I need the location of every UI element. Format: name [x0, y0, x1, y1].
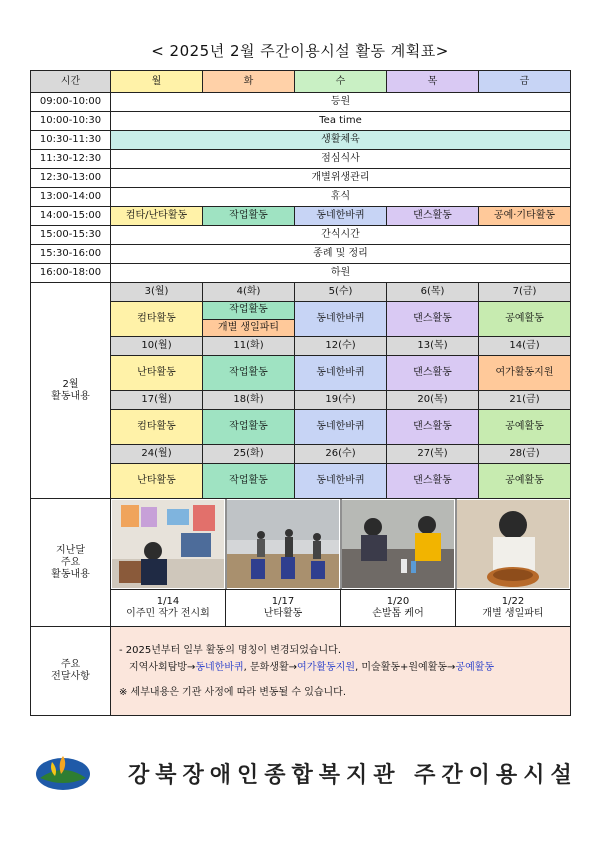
past-label-line: 주요 [60, 556, 81, 568]
activity-cell: 댄스활동 [387, 410, 479, 445]
time-cell: 09:00-10:00 [31, 93, 111, 112]
time-cell: 11:30-12:30 [31, 150, 111, 169]
notice-line-1: - 2025년부터 일부 활동의 명칭이 변경되었습니다. [119, 644, 342, 656]
date-cell: 13(목) [387, 337, 479, 356]
caption-text: 손발톱 케어 [372, 608, 424, 619]
day-header-fri: 금 [479, 71, 571, 93]
daily-activity: 종례 및 정리 [111, 245, 571, 264]
activity-cell: 댄스활동 [387, 464, 479, 499]
time-cell: 10:00-10:30 [31, 112, 111, 131]
caption-date: 1/14 [156, 596, 180, 607]
caption-4 [456, 590, 570, 626]
date-cell: 12(수) [295, 337, 387, 356]
activity-cell: 댄스활동 [387, 356, 479, 391]
date-cell: 26(수) [295, 445, 387, 464]
date-cell: 11(화) [203, 337, 295, 356]
activity-cell: 작업활동 [203, 302, 294, 320]
day-header-tue: 화 [203, 71, 295, 93]
notice-text: 지역사회탐방→ [129, 661, 196, 673]
date-cell: 24(월) [111, 445, 203, 464]
photo-strip [111, 499, 571, 590]
day-header-thu: 목 [387, 71, 479, 93]
caption-1 [111, 590, 226, 626]
date-cell: 25(화) [203, 445, 295, 464]
afternoon-activity-thu: 댄스활동 [387, 207, 479, 226]
time-cell: 12:30-13:00 [31, 169, 111, 188]
activity-cell: 컴타활동 [111, 302, 203, 337]
daily-activity: 생활체육 [111, 131, 571, 150]
footer [0, 752, 600, 796]
date-cell: 5(수) [295, 283, 387, 302]
notice-text: , 미술활동+원예활동→ [355, 661, 456, 673]
time-cell: 15:00-15:30 [31, 226, 111, 245]
photo-birthday [457, 500, 569, 588]
time-cell: 13:00-14:00 [31, 188, 111, 207]
daily-activity: 개별위생관리 [111, 169, 571, 188]
time-cell: 10:30-11:30 [31, 131, 111, 150]
afternoon-activity-tue: 작업활동 [203, 207, 295, 226]
date-cell: 6(목) [387, 283, 479, 302]
notice-content [111, 627, 571, 716]
caption-date: 1/22 [501, 596, 525, 607]
date-cell: 19(수) [295, 391, 387, 410]
activity-cell: 난타활동 [111, 356, 203, 391]
activity-cell: 동네한바퀴 [295, 356, 387, 391]
daily-activity: 하원 [111, 264, 571, 283]
activity-cell: 동네한바퀴 [295, 464, 387, 499]
date-cell: 7(금) [479, 283, 571, 302]
date-cell: 28(금) [479, 445, 571, 464]
page-title: < 2025년 2월 주간이용시설 활동 계획표> [151, 42, 449, 60]
date-cell: 17(월) [111, 391, 203, 410]
time-cell: 16:00-18:00 [31, 264, 111, 283]
activity-cell: 작업활동 [203, 464, 295, 499]
caption-text: 이주민 작가 전시회 [126, 608, 210, 619]
notice-highlight: 여가활동지원 [297, 661, 356, 673]
past-label-line: 지난달 [56, 544, 85, 556]
caption-date: 1/17 [271, 596, 295, 607]
organization-logo-icon [34, 752, 92, 792]
activity-cell-split [203, 302, 295, 337]
notice-line-2 [119, 659, 562, 676]
daily-activity: 점심식사 [111, 150, 571, 169]
activity-cell: 여가활동지원 [479, 356, 571, 391]
date-cell: 18(화) [203, 391, 295, 410]
afternoon-activity-fri: 공예·기타활동 [479, 207, 571, 226]
notice-label [31, 627, 111, 716]
activity-cell: 공예활동 [479, 302, 571, 337]
date-cell: 10(월) [111, 337, 203, 356]
photo-exhibition [112, 500, 224, 588]
photo-nail-care [342, 500, 454, 588]
activity-cell: 작업활동 [203, 356, 295, 391]
afternoon-activity-wed: 동네한바퀴 [295, 207, 387, 226]
table-header-row [31, 71, 571, 93]
activity-cell: 공예활동 [479, 464, 571, 499]
notice-highlight: 동네한바퀴 [195, 661, 244, 673]
caption-text: 개별 생일파티 [482, 608, 544, 619]
activity-cell: 댄스활동 [387, 302, 479, 337]
photo-strip-svg [111, 499, 571, 589]
caption-3 [341, 590, 456, 626]
date-cell: 21(금) [479, 391, 571, 410]
time-cell: 14:00-15:00 [31, 207, 111, 226]
date-cell: 4(화) [203, 283, 295, 302]
time-cell: 15:30-16:00 [31, 245, 111, 264]
organization-name: 강북장애인종합복지관 주간이용시설 [128, 763, 578, 788]
date-cell: 14(금) [479, 337, 571, 356]
activity-cell: 컴타활동 [111, 410, 203, 445]
activity-cell: 공예활동 [479, 410, 571, 445]
notice-highlight: 공예활동 [455, 661, 495, 673]
activity-cell: 개별 생일파티 [203, 320, 294, 337]
daily-activity: 간식시간 [111, 226, 571, 245]
notice-label-line: 주요 [60, 659, 81, 670]
daily-activity: 휴식 [111, 188, 571, 207]
daily-activity: 등원 [111, 93, 571, 112]
daily-activity: Tea time [111, 112, 571, 131]
photo-nanta [227, 500, 339, 588]
notice-text: , 문화생활→ [243, 661, 298, 673]
caption-2 [226, 590, 341, 626]
notice-label-line: 전달사항 [51, 671, 90, 682]
date-cell: 20(목) [387, 391, 479, 410]
day-header-mon: 월 [111, 71, 203, 93]
day-header-wed: 수 [295, 71, 387, 93]
photo-captions [111, 590, 571, 627]
caption-text: 난타활동 [263, 608, 303, 619]
monthly-label-text: 활동내용 [51, 390, 90, 402]
activity-cell: 동네한바퀴 [295, 410, 387, 445]
time-header: 시간 [31, 71, 111, 93]
activity-cell: 동네한바퀴 [295, 302, 387, 337]
schedule-table [30, 70, 571, 716]
afternoon-activity-mon: 컴타/난타활동 [111, 207, 203, 226]
past-activities-label [31, 499, 111, 627]
notice-line-3: ※ 세부내용은 기관 사정에 따라 변동될 수 있습니다. [119, 686, 347, 698]
caption-date: 1/20 [386, 596, 410, 607]
past-label-line: 활동내용 [51, 568, 90, 580]
monthly-label [31, 283, 111, 499]
monthly-label-month: 2월 [62, 378, 79, 390]
activity-cell: 작업활동 [203, 410, 295, 445]
date-cell: 27(목) [387, 445, 479, 464]
date-cell: 3(월) [111, 283, 203, 302]
activity-cell: 난타활동 [111, 464, 203, 499]
